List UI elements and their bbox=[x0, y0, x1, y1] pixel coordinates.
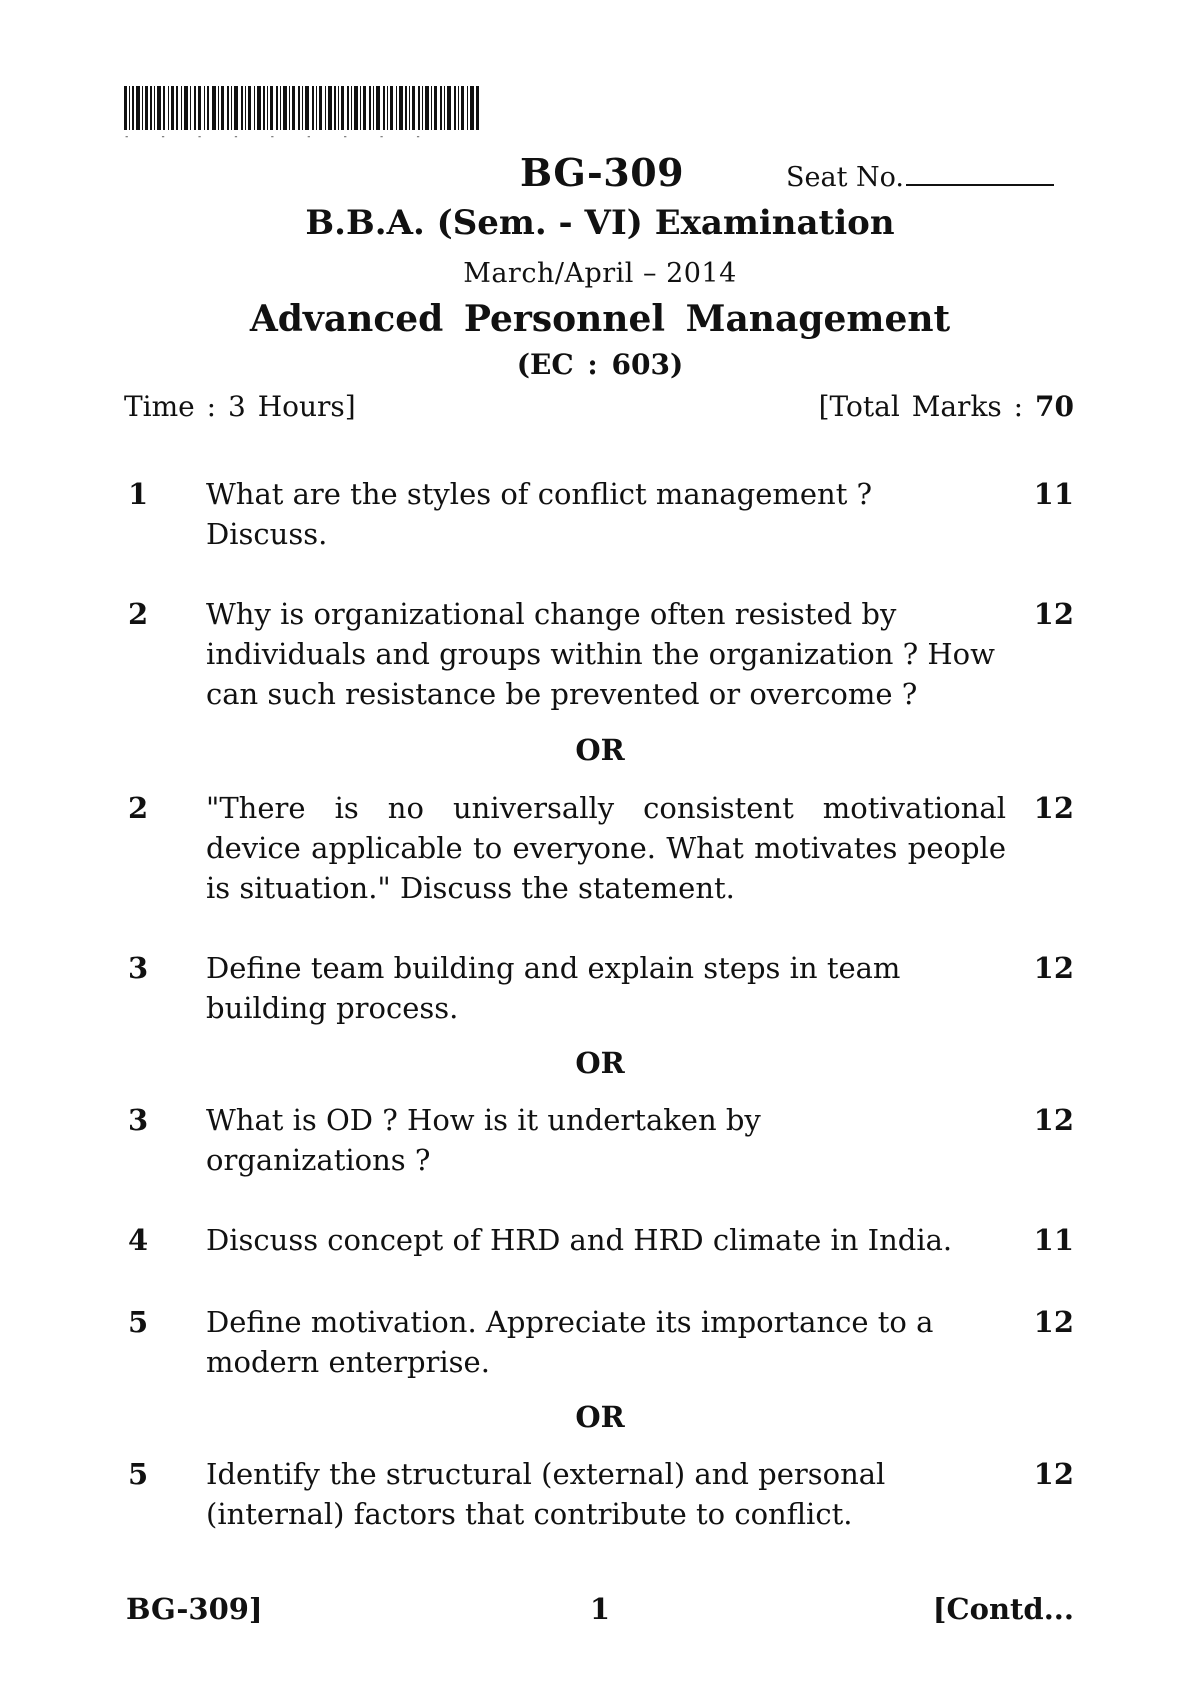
question-marks: 12 bbox=[1033, 597, 1074, 631]
question-number: 3 bbox=[128, 951, 149, 985]
subject-title: Advanced Personnel Management bbox=[249, 298, 951, 340]
seat-number bbox=[786, 162, 1054, 193]
question-number: 2 bbox=[128, 791, 149, 825]
question-number: 4 bbox=[128, 1223, 149, 1257]
question-text: Define team building and explain steps in team building process. bbox=[206, 951, 901, 1025]
seat-number-blank bbox=[906, 180, 1054, 186]
exam-title: B.B.A. (Sem. - VI) Examination bbox=[305, 203, 895, 243]
question-marks: 12 bbox=[1033, 1305, 1074, 1339]
question-text: Define motivation. Appreciate its importance to a modern enterprise. bbox=[206, 1305, 934, 1379]
or-separator: OR bbox=[575, 1400, 625, 1434]
total-marks bbox=[819, 390, 1074, 423]
question-marks: 11 bbox=[1033, 1223, 1074, 1257]
question-text: Identify the structural (external) and personal (internal) factors that contribute to conflict. bbox=[206, 1457, 886, 1531]
course-code: (EC : 603) bbox=[516, 348, 684, 381]
barcode bbox=[124, 86, 480, 130]
question-marks: 12 bbox=[1033, 791, 1074, 825]
exam-session: March/April – 2014 bbox=[463, 258, 737, 289]
question-marks: 12 bbox=[1033, 951, 1074, 985]
question-marks: 12 bbox=[1033, 1103, 1074, 1137]
seat-label: Seat No. bbox=[786, 162, 904, 193]
paper-code: BG-309 bbox=[520, 150, 685, 195]
or-separator: OR bbox=[575, 733, 625, 767]
total-marks-value: 70 bbox=[1035, 390, 1074, 423]
total-marks-label: [Total Marks : bbox=[818, 390, 1024, 423]
question-marks: 12 bbox=[1033, 1457, 1074, 1491]
question-text: Why is organizational change often resisted by individuals and groups within the organization ? How can such resistance be prevented or overcome ? bbox=[206, 597, 995, 711]
page-number: 1 bbox=[589, 1592, 611, 1626]
footer-continued: [Contd... bbox=[932, 1592, 1074, 1626]
question-marks: 11 bbox=[1033, 477, 1074, 511]
question-number: 2 bbox=[128, 597, 149, 631]
time-allowed: Time : 3 Hours] bbox=[124, 390, 356, 423]
question-number: 5 bbox=[128, 1457, 149, 1491]
barcode-digits: --------- bbox=[124, 132, 452, 142]
question-text: Discuss concept of HRD and HRD climate in India. bbox=[206, 1223, 953, 1257]
question-number: 1 bbox=[128, 477, 149, 511]
footer-paper-code: BG-309] bbox=[126, 1592, 263, 1626]
question-text: What are the styles of conflict management ? Discuss. bbox=[206, 477, 873, 551]
question-number: 3 bbox=[128, 1103, 149, 1137]
question-text: What is OD ? How is it undertaken by organizations ? bbox=[206, 1103, 761, 1177]
question-text: "There is no universally consistent motivational device applicable to everyone. What motivates people is situation." Discuss the statement. bbox=[206, 791, 1006, 905]
or-separator: OR bbox=[575, 1046, 625, 1080]
question-number: 5 bbox=[128, 1305, 149, 1339]
